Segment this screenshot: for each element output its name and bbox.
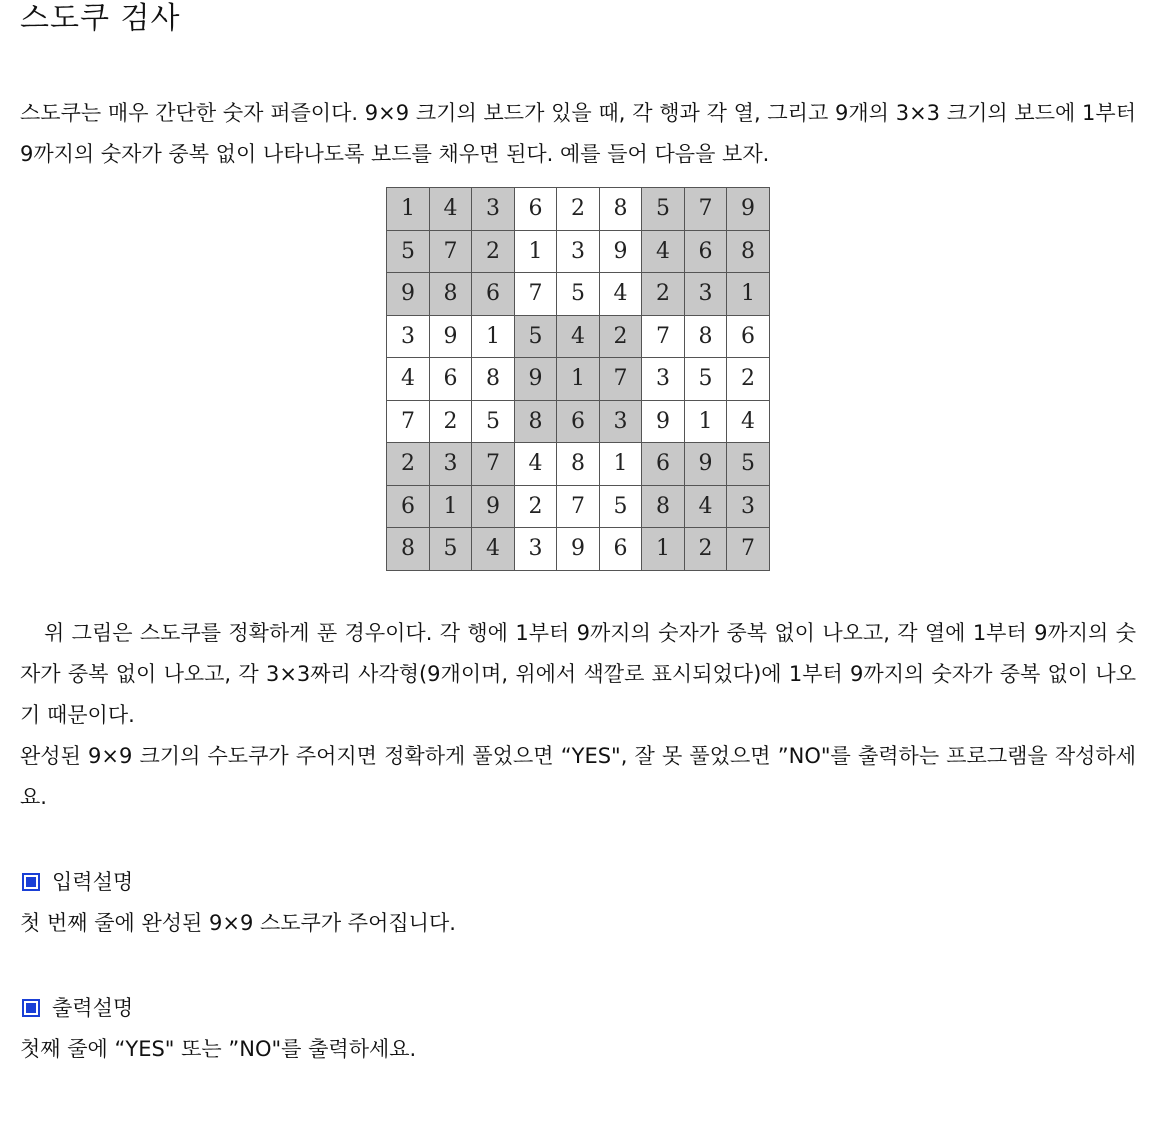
sudoku-cell: 7: [557, 485, 600, 528]
sudoku-row: [387, 230, 770, 273]
sudoku-cell: 9: [599, 230, 642, 273]
page-title: 스도쿠 검사: [20, 1, 181, 36]
sudoku-cell: 8: [472, 358, 515, 401]
sudoku-cell: 4: [727, 400, 770, 443]
sudoku-cell: 6: [472, 273, 515, 316]
sudoku-cell: 9: [557, 528, 600, 571]
sudoku-cell: 7: [514, 273, 557, 316]
sudoku-cell: 2: [727, 358, 770, 401]
sudoku-cell: 3: [599, 400, 642, 443]
sudoku-row: [387, 273, 770, 316]
sudoku-cell: 4: [514, 443, 557, 486]
sudoku-cell: 1: [472, 315, 515, 358]
sudoku-cell: 9: [472, 485, 515, 528]
sudoku-cell: 7: [684, 188, 727, 231]
sudoku-cell: 1: [557, 358, 600, 401]
sudoku-cell: 7: [429, 230, 472, 273]
input-section-heading: [20, 862, 1136, 903]
sudoku-cell: 8: [727, 230, 770, 273]
sudoku-cell: 1: [599, 443, 642, 486]
output-heading-label: 출력설명: [52, 995, 134, 1020]
sudoku-cell: 3: [472, 188, 515, 231]
sudoku-cell: 4: [472, 528, 515, 571]
sudoku-cell: 3: [727, 485, 770, 528]
sudoku-row: [387, 485, 770, 528]
sudoku-cell: 2: [599, 315, 642, 358]
sudoku-cell: 6: [727, 315, 770, 358]
sudoku-cell: 5: [557, 273, 600, 316]
sudoku-cell: 2: [387, 443, 430, 486]
sudoku-cell: 1: [684, 400, 727, 443]
sudoku-cell: 9: [387, 273, 430, 316]
sudoku-cell: 5: [642, 188, 685, 231]
sudoku-cell: 4: [557, 315, 600, 358]
output-section-heading: [20, 988, 1136, 1029]
sudoku-cell: 1: [429, 485, 472, 528]
sudoku-cell: 9: [727, 188, 770, 231]
sudoku-cell: 1: [727, 273, 770, 316]
sudoku-cell: 8: [514, 400, 557, 443]
explanation-paragraph: 위 그림은 스도쿠를 정확하게 푼 경우이다. 각 행에 1부터 9까지의 숫자가 중복 없이 나오고, 각 열에 1부터 9까지의 숫자가 중복 없이 나오고, 각 3×3짜리 사각형(9개이며, 위에서 색깔로 표시되었다)에 1부터 9까지의 숫자가 중복 없이 나오기 때문이다.: [20, 620, 1136, 727]
sudoku-cell: 5: [599, 485, 642, 528]
sudoku-cell: 1: [642, 528, 685, 571]
sudoku-cell: 3: [557, 230, 600, 273]
sudoku-cell: 8: [429, 273, 472, 316]
sudoku-cell: 3: [429, 443, 472, 486]
sudoku-cell: 9: [684, 443, 727, 486]
sudoku-row: [387, 443, 770, 486]
sudoku-cell: 8: [642, 485, 685, 528]
output-description: 첫째 줄에 “YES" 또는 ”NO"를 출력하세요.: [20, 1036, 417, 1061]
sudoku-cell: 5: [387, 230, 430, 273]
input-description: 첫 번째 줄에 완성된 9×9 스도쿠가 주어집니다.: [20, 910, 456, 935]
sudoku-cell: 2: [642, 273, 685, 316]
sudoku-cell: 1: [514, 230, 557, 273]
sudoku-cell: 7: [727, 528, 770, 571]
sudoku-cell: 9: [429, 315, 472, 358]
sudoku-cell: 2: [514, 485, 557, 528]
sudoku-cell: 7: [472, 443, 515, 486]
sudoku-row: [387, 528, 770, 571]
sudoku-cell: 6: [514, 188, 557, 231]
sudoku-cell: 8: [599, 188, 642, 231]
intro-paragraph: 스도쿠는 매우 간단한 숫자 퍼즐이다. 9×9 크기의 보드가 있을 때, 각 행과 각 열, 그리고 9개의 3×3 크기의 보드에 1부터 9까지의 숫자가 중복 없이 나타나도록 보드를 채우면 된다. 예를 들어 다음을 보자.: [20, 101, 1136, 166]
sudoku-cell: 6: [642, 443, 685, 486]
blue-square-icon: [22, 999, 40, 1017]
sudoku-cell: 8: [557, 443, 600, 486]
sudoku-cell: 5: [727, 443, 770, 486]
task-paragraph: 완성된 9×9 크기의 수도쿠가 주어지면 정확하게 풀었으면 “YES", 잘 못 풀었으면 ”NO"를 출력하는 프로그램을 작성하세요.: [20, 743, 1136, 809]
sudoku-cell: 5: [429, 528, 472, 571]
problem-page: [20, 0, 1136, 1070]
sudoku-cell: 7: [599, 358, 642, 401]
sudoku-row: [387, 188, 770, 231]
blue-square-icon: [22, 873, 40, 891]
sudoku-board: [386, 187, 770, 571]
sudoku-cell: 6: [429, 358, 472, 401]
sudoku-cell: 8: [684, 315, 727, 358]
input-heading-label: 입력설명: [52, 869, 134, 894]
sudoku-cell: 2: [557, 188, 600, 231]
sudoku-cell: 5: [514, 315, 557, 358]
sudoku-cell: 5: [684, 358, 727, 401]
sudoku-cell: 1: [387, 188, 430, 231]
sudoku-cell: 4: [429, 188, 472, 231]
sudoku-cell: 8: [387, 528, 430, 571]
sudoku-cell: 4: [387, 358, 430, 401]
sudoku-cell: 4: [684, 485, 727, 528]
sudoku-cell: 6: [387, 485, 430, 528]
sudoku-cell: 2: [429, 400, 472, 443]
sudoku-cell: 4: [599, 273, 642, 316]
sudoku-cell: 6: [599, 528, 642, 571]
sudoku-row: [387, 400, 770, 443]
sudoku-cell: 3: [387, 315, 430, 358]
sudoku-row: [387, 315, 770, 358]
sudoku-cell: 9: [642, 400, 685, 443]
sudoku-cell: 6: [557, 400, 600, 443]
sudoku-cell: 9: [514, 358, 557, 401]
sudoku-board-container: [20, 187, 1136, 571]
sudoku-cell: 5: [472, 400, 515, 443]
sudoku-cell: 2: [684, 528, 727, 571]
sudoku-cell: 3: [684, 273, 727, 316]
sudoku-cell: 6: [684, 230, 727, 273]
sudoku-row: [387, 358, 770, 401]
sudoku-cell: 4: [642, 230, 685, 273]
sudoku-cell: 3: [642, 358, 685, 401]
sudoku-cell: 7: [642, 315, 685, 358]
sudoku-cell: 2: [472, 230, 515, 273]
sudoku-cell: 3: [514, 528, 557, 571]
sudoku-cell: 7: [387, 400, 430, 443]
